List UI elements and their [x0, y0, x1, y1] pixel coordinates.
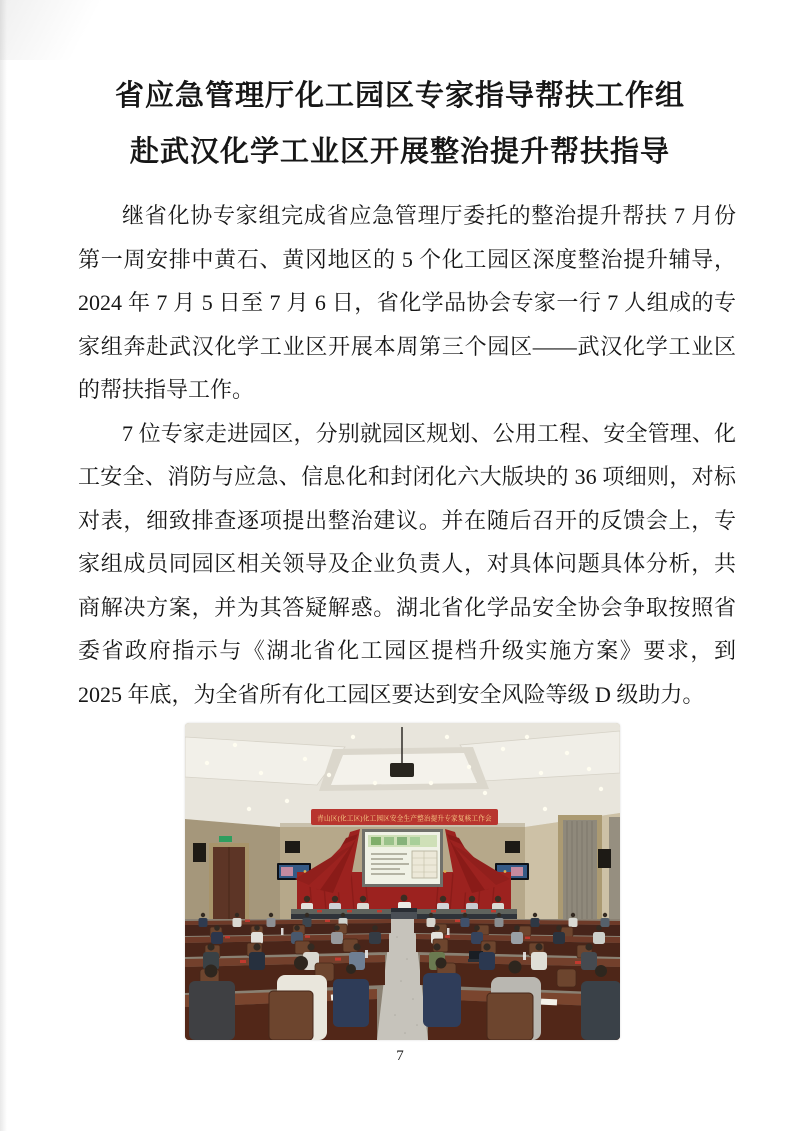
right-speaker	[598, 849, 611, 868]
left-speaker	[193, 843, 206, 862]
left-door	[209, 836, 249, 933]
paragraph-1: 继省化协专家组完成省应急管理厅委托的整治提升帮扶 7 月份第一周安排中黄石、黄冈地区的 5 个化工园区深度整治提升辅导，2024 年 7 月 5 日至 7 月 6 日，省化学品协会专家一行 7 人组成的专家组奔赴武汉化学工业区开展本周第三个园区——武汉化学工业区的帮扶指导工作。	[78, 203, 736, 402]
meeting-photo-illustration	[185, 723, 620, 1040]
chair-foreground-right	[487, 993, 533, 1040]
chair-foreground-left	[269, 991, 313, 1040]
title-line-2: 赴武汉化学工业区开展整治提升帮扶指导	[129, 136, 670, 168]
papers-right	[541, 999, 557, 1006]
exit-sign	[219, 836, 232, 842]
meeting-banner	[311, 809, 498, 825]
title-line-1: 省应急管理厅化工园区专家指导帮扶工作组	[114, 80, 685, 112]
banner-text: 青山区(化工区)化工园区安全生产整治提升专家复核工作会	[317, 815, 492, 823]
page-number: 7	[396, 1048, 404, 1064]
paragraph-2: 7 位专家走进园区，分别就园区规划、公用工程、安全管理、化工安全、消防与应急、信息化和封闭化六大版块的 36 项细则，对标对表，细致排查逐项提出整治建议。并在随后召开的反馈会上，专家组成员同园区相关领导及企业负责人，对具体问题具体分析，共商解决方案，并为其答疑解惑。湖北省化学品安全协会争取按照省委省政府指示与《湖北省化工园区提档升级实施方案》要求，到 2025 年底，为全省所有化工园区要达到安全风险等级 D 级助力。	[78, 420, 736, 707]
meeting-photo	[185, 723, 620, 1040]
projection-screen	[362, 829, 443, 887]
article-body	[78, 194, 736, 716]
page-title	[0, 0, 800, 180]
